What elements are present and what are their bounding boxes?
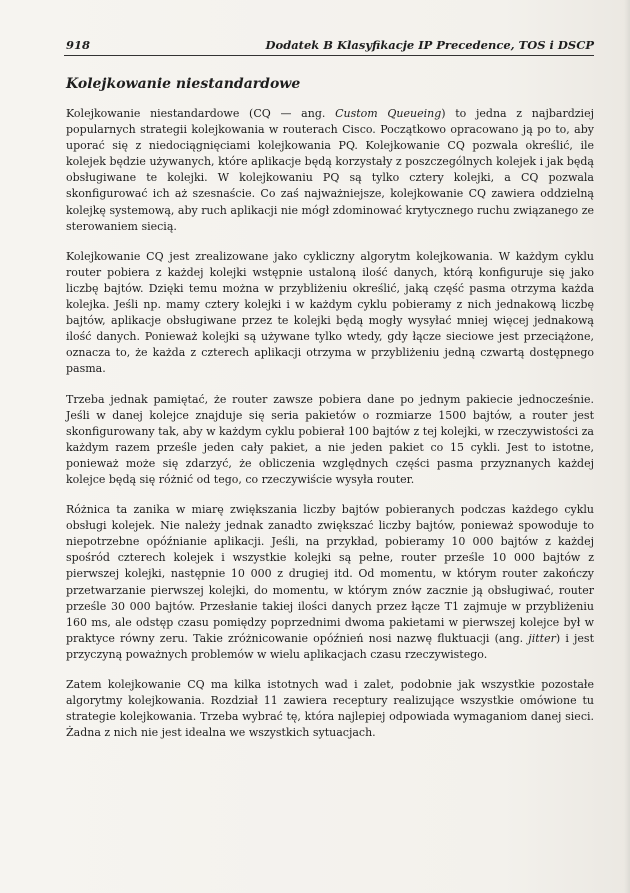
page-number: 918 [66,38,91,52]
body-text [66,106,594,755]
header-rule [64,55,594,56]
section-heading: Kolejkowanie niestandardowe [66,76,301,92]
paragraph-4: Różnica ta zanika w miarę zwiększania liczby bajtów pobieranych podczas każdego cyklu obsługi kolejek. Nie należy jednak zanadto zwiększać liczby bajtów, ponieważ spowoduje to niepotrzebne opóźnianie aplikacji. Jeśli, na przykład, pobieramy 10 000 bajtów z każdej spośród czterech kolejek i wszystkie kolejki są pełne, router prześle 10 000 bajtów z pierwszej kolejki, następnie 10 000 z drugiej itd. Od momentu, w którym router zakończy przetwarzanie pierwszej kolejki, do momentu, w którym znów zacznie ją obsługiwać, router prześle 30 000 bajtów. Przesłanie takiej ilości danych przez łącze T1 zajmuje w przybliżeniu 160 ms, ale odstęp czasu pomiędzy poprzednimi dwoma pakietami w pierwszej kolejce był w praktyce równy zeru. Takie zróżnicowanie opóźnień nosi nazwę fluktuacji (ang. jitter) i jest przyczyną poważnych problemów w wielu aplikacjach czasu rzeczywistego. [66,503,595,661]
running-header [66,38,594,52]
running-title: Dodatek B Klasyfikacje IP Precedence, TOS i DSCP [265,38,594,52]
page-edge-shadow [624,0,630,893]
paragraph-3: Trzeba jednak pamiętać, że router zawsze pobiera dane po jednym pakiecie jednocześnie. Jeśli w danej kolejce znajduje się seria pakietów o rozmiarze 1500 bajtów, a router jest skonfigurowany tak, aby w każdym cyklu pobierał 100 bajtów z tej kolejki, w rzeczywistości za każdym razem prześle jeden cały pakiet, a nie jeden pakiet co 15 cykli. Jest to istotne, ponieważ może się zdarzyć, że obliczenia względnych części pasma przyznanych każdej kolejce będą się różnić od tego, co rzeczywiście wysyła router. [66,392,594,486]
paragraph-1: Kolejkowanie niestandardowe (CQ — ang. Custom Queueing) to jedna z najbardziej popularnych strategii kolejkowania w routerach Cisco. Początkowo opracowano ją po to, aby uporać się z niedociągnięciami kolejkowania PQ. Kolejkowanie CQ pozwala określić, ile kolejek będzie używanych, które aplikacje będą korzystały z poszczególnych kolejek i jak będą obsługiwane te kolejki. W kolejkowaniu PQ są tylko cztery kolejki, a CQ pozwala skonfigurować ich aż szesnaście. Co zaś najważniejsze, kolejkowanie CQ zawiera oddzielną kolejkę systemową, aby ruch aplikacji nie mógł zdominować krytycznego ruchu związanego ze sterowaniem siecią. [66,107,594,233]
paragraph-5: Zatem kolejkowanie CQ ma kilka istotnych wad i zalet, podobnie jak wszystkie pozostałe algorytmy kolejkowania. Rozdział 11 zawiera receptury realizujące wszystkie omówione tu strategie kolejkowania. Trzeba wybrać tę, która najlepiej odpowiada wymaganiom danej sieci. Żadna z nich nie jest idealna we wszystkich sytuacjach. [66,678,594,740]
paragraph-2: Kolejkowanie CQ jest zrealizowane jako cykliczny algorytm kolejkowania. W każdym cyklu router pobiera z każdej kolejki wstępnie ustaloną ilość danych, którą konfiguruje się jako liczbę bajtów. Dzięki temu można w przybliżeniu określić, jaką część pasma otrzyma każda kolejka. Jeśli np. mamy cztery kolejki i w każdym cyklu pobieramy z nich jednakową liczbę bajtów, aplikacje obsługiwane przez te kolejki będą mogły wysyłać mniej więcej jednakową ilość danych. Ponieważ kolejki są używane tylko wtedy, gdy łącze sieciowe jest przeciążone, oznacza to, że każda z czterech aplikacji otrzyma w przybliżeniu jedną czwartą dostępnego pasma. [66,249,594,376]
